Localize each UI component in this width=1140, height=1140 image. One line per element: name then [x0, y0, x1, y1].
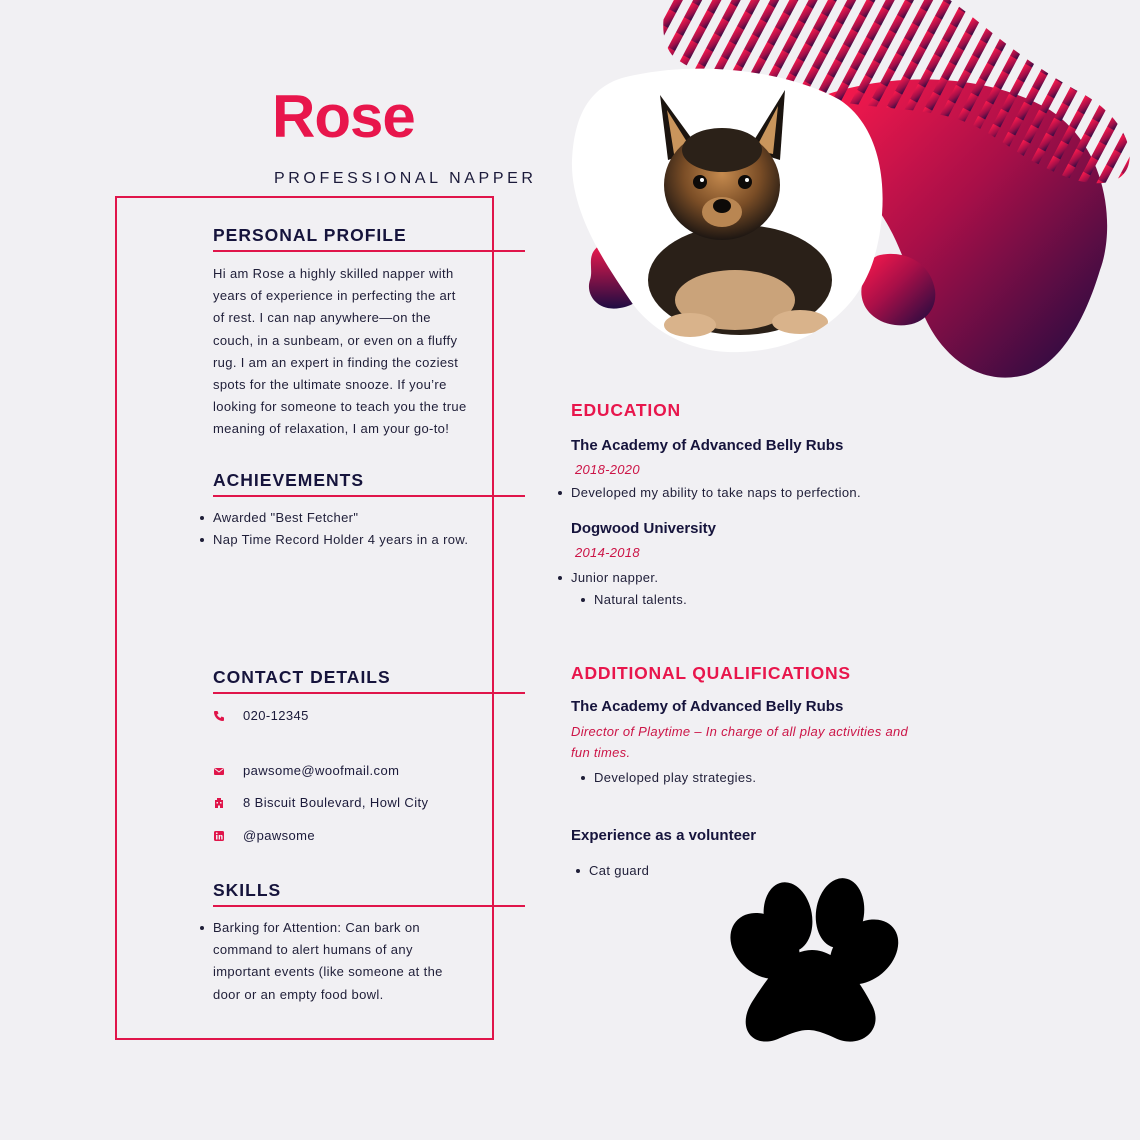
email-value: pawsome@woofmail.com: [243, 763, 400, 778]
linkedin-icon: [213, 830, 225, 842]
address-value: 8 Biscuit Boulevard, Howl City: [243, 795, 429, 810]
skills-list: [213, 917, 471, 1006]
education-list-1: [571, 482, 901, 504]
qualifications-list: [594, 767, 894, 789]
list-item: Junior napper.: [571, 567, 901, 589]
education-years-1: 2018-2020: [575, 462, 640, 477]
list-item: Awarded "Best Fetcher": [213, 507, 483, 529]
profile-text: Hi am Rose a highly skilled napper with years of experience in perfecting the art of rest. I can nap anywhere—on the couch, in a sunbeam, or even on a fluffy rug. I am an expert in finding the coziest spots for the ultimate snooze. If you’re looking for someone to teach you the true meaning of relaxation, I am your go-to!: [213, 266, 467, 437]
skills-divider: [213, 905, 525, 907]
profile-divider: [213, 250, 525, 252]
list-item: Developed play strategies.: [594, 767, 894, 789]
list-item: Nap Time Record Holder 4 years in a row.: [213, 529, 483, 551]
contact-divider: [213, 692, 525, 694]
education-list-2: [571, 567, 901, 589]
phone-icon: [213, 710, 225, 722]
candidate-title: PROFESSIONAL NAPPER: [274, 170, 537, 187]
education-heading: EDUCATION: [571, 400, 681, 420]
contact-phone: [213, 708, 309, 723]
achievements-list: [213, 507, 483, 551]
mail-icon: [213, 765, 225, 777]
qualifications-school: The Academy of Advanced Belly Rubs: [571, 698, 844, 715]
list-item: Cat guard: [589, 860, 889, 882]
qualifications-role: Director of Playtime – In charge of all play activities and fun times.: [571, 724, 909, 760]
list-item: Natural talents.: [594, 589, 894, 611]
achievements-divider: [213, 495, 525, 497]
volunteer-title: Experience as a volunteer: [571, 827, 757, 844]
education-years-2: 2014-2018: [575, 545, 640, 560]
social-value: @pawsome: [243, 828, 316, 843]
list-item: Developed my ability to take naps to perfection.: [571, 482, 901, 504]
contact-email: [213, 763, 399, 778]
volunteer-list: [589, 860, 889, 882]
qualifications-heading: ADDITIONAL QUALIFICATIONS: [571, 663, 851, 683]
paw-print-icon: [717, 875, 911, 1042]
skills-heading: SKILLS: [213, 880, 282, 900]
education-school-1: The Academy of Advanced Belly Rubs: [571, 437, 844, 454]
education-school-2: Dogwood University: [571, 520, 717, 537]
contact-address: [213, 795, 428, 810]
profile-heading: PERSONAL PROFILE: [213, 225, 407, 245]
building-icon: [213, 797, 225, 809]
candidate-name: Rose: [272, 83, 415, 150]
phone-value: 020-12345: [243, 708, 309, 723]
contact-social: [213, 828, 315, 843]
list-item: Barking for Attention: Can bark on command to alert humans of any important events (like someone at the door or an empty food bowl.: [213, 917, 471, 1006]
contact-heading: CONTACT DETAILS: [213, 667, 391, 687]
achievements-heading: ACHIEVEMENTS: [213, 470, 365, 490]
education-sublist-2: [594, 589, 894, 611]
